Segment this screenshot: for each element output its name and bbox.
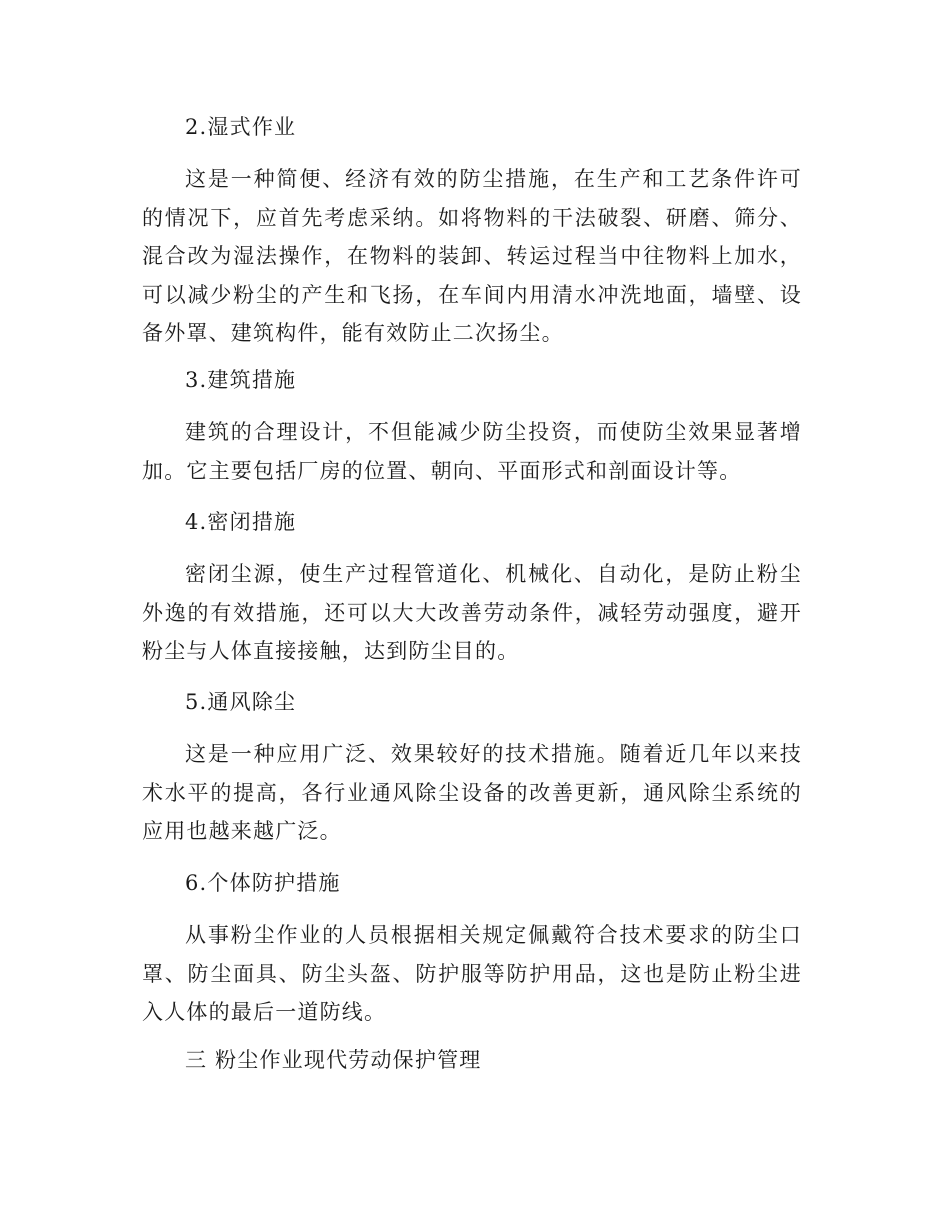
section-paragraph-sealing-measures: 密闭尘源，使生产过程管道化、机械化、自动化，是防止粉尘外逸的有效措施，还可以大大改善劳动条件，减轻劳动强度，避开粉尘与人体直接接触，达到防尘目的。: [142, 562, 802, 663]
section-heading-wet-operation: 2.湿式作业: [185, 115, 297, 139]
section-heading-personal-protection: 6.个体防护措施: [185, 871, 341, 895]
section-paragraph-ventilation-dust-removal: 这是一种应用广泛、效果较好的技术措施。随着近几年以来技术水平的提高，各行业通风除尘设备的改善更新，通风除尘系统的应用也越来越广泛。: [142, 742, 802, 843]
section-paragraph-building-measures: 建筑的合理设计，不但能减少防尘投资，而使防尘效果显著增加。它主要包括厂房的位置、朝向、平面形式和剖面设计等。: [142, 420, 802, 483]
section-heading-building-measures: 3.建筑措施: [185, 368, 297, 392]
chapter-heading-labor-protection-management: 三 粉尘作业现代劳动保护管理: [185, 1048, 482, 1072]
section-heading-sealing-measures: 4.密闭措施: [185, 510, 297, 534]
section-paragraph-wet-operation: 这是一种简便、经济有效的防尘措施，在生产和工艺条件许可的情况下，应首先考虑采纳。如将物料的干法破裂、研磨、筛分、混合改为湿法操作，在物料的装卸、转运过程当中往物料上加水，可以减少粉尘的产生和飞扬，在车间内用清水冲洗地面，墙壁、设备外罩、建筑构件，能有效防止二次扬尘。: [142, 167, 802, 345]
section-heading-ventilation-dust-removal: 5.通风除尘: [185, 690, 297, 714]
section-paragraph-personal-protection: 从事粉尘作业的人员根据相关规定佩戴符合技术要求的防尘口罩、防尘面具、防尘头盔、防护服等防护用品，这也是防止粉尘进入人体的最后一道防线。: [142, 923, 802, 1024]
